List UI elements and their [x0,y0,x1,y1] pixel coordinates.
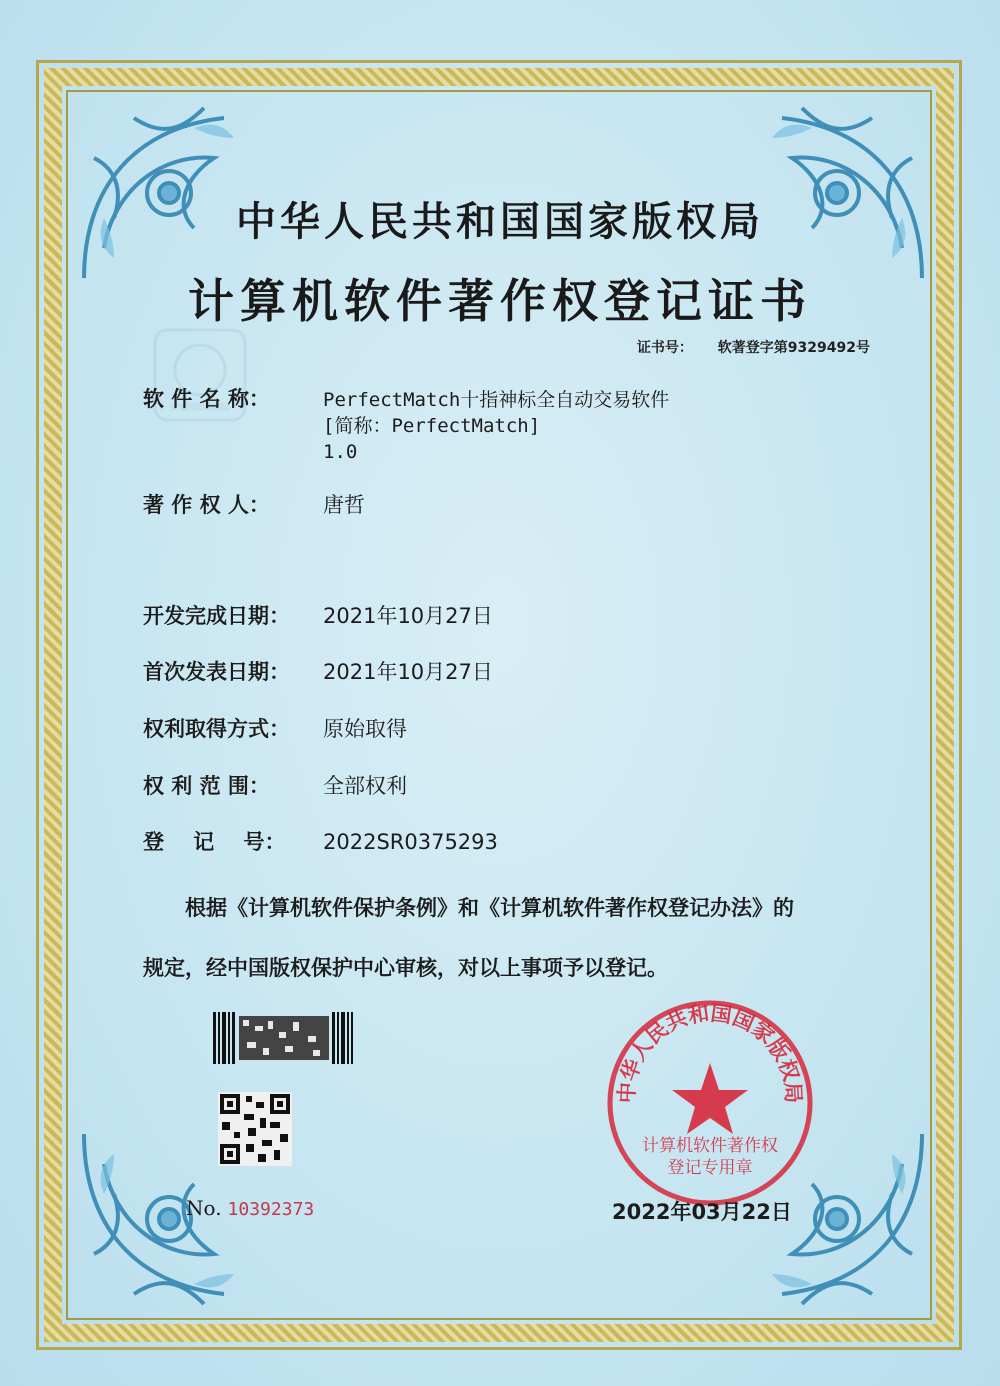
field-software-abbrev [143,411,540,438]
field-value: 1.0 [323,441,358,463]
field-acquisition-method [143,713,407,743]
seal-ring-text: 中华人民共和国国家版权局 [614,1001,806,1104]
qr-code-icon [218,1092,292,1166]
field-value: 2021年10月27日 [323,604,493,628]
field-value: 全部权利 [323,774,407,798]
field-rights-scope [143,770,407,800]
official-seal [600,993,820,1213]
field-value: 2021年10月27日 [323,660,493,684]
barcode-icon [213,1012,353,1064]
field-registration-number [143,826,498,856]
seal-line-1: 计算机软件著作权 [642,1136,778,1156]
field-label: 登 记 号： [143,830,286,854]
field-copyright-owner [143,489,365,519]
field-software-name [143,383,669,413]
issuing-authority: 中华人民共和国国家版权局 [236,199,764,245]
serial-number [186,1196,314,1220]
field-value: 唐哲 [323,493,365,517]
statement-line-1: 根据《计算机软件保护条例》和《计算机软件著作权登记办法》的 [185,896,794,920]
certificate-number [637,337,870,357]
statement-line-2: 规定，经中国版权保护中心审核，对以上事项予以登记。 [143,956,668,980]
field-value: 2022SR0375293 [323,830,498,854]
field-label: 开发完成日期： [143,604,290,628]
issue-date: 2022年03月22日 [612,1200,792,1224]
serial-prefix: No. [186,1196,222,1220]
field-completion-date [143,600,493,630]
field-software-version [143,439,357,463]
field-label: 软 件 名 称： [143,387,270,411]
field-label: 首次发表日期： [143,660,290,684]
cert-number-label: 证书号： [636,340,693,356]
certificate-title: 计算机软件著作权登记证书 [188,274,812,328]
field-label: 权 利 范 围： [143,774,270,798]
cert-number-value: 软著登字第9329492号 [717,340,870,356]
seal-star-icon [672,1063,748,1134]
field-value: PerfectMatch十指神标全自动交易软件 [323,389,670,411]
serial-value: 10392373 [227,1199,315,1220]
field-value: [简称：PerfectMatch] [323,415,541,437]
seal-line-2: 登记专用章 [667,1158,753,1178]
field-label: 权利取得方式： [143,717,290,741]
field-value: 原始取得 [323,717,407,741]
field-publish-date [143,656,493,686]
field-label: 著 作 权 人： [143,493,270,517]
